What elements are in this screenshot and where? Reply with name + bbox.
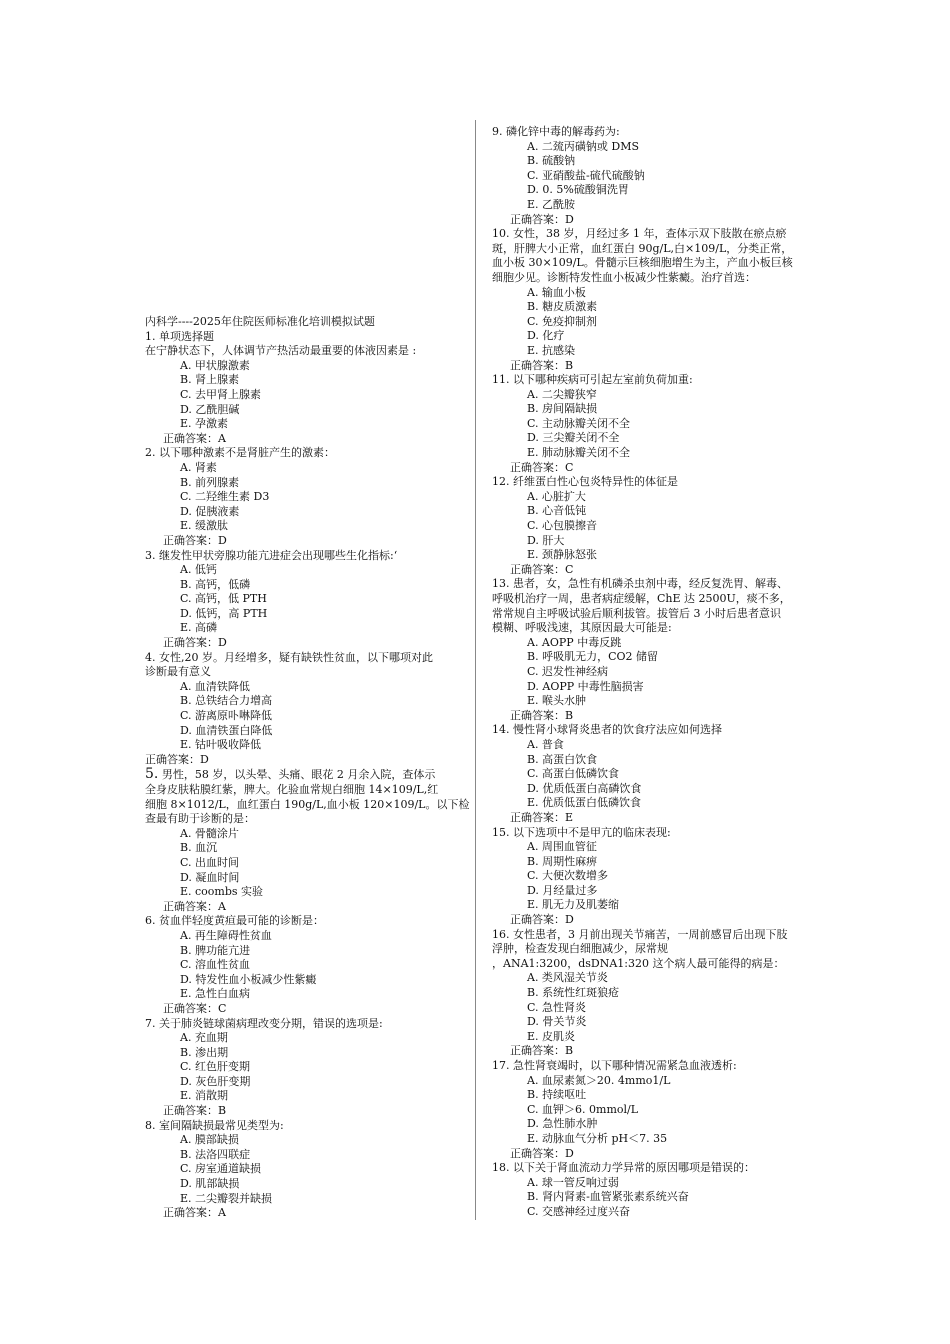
option-item: B. 血沉 bbox=[180, 841, 218, 855]
question-item bbox=[492, 928, 812, 1059]
option-item: C. 高蛋白低磷饮食 bbox=[527, 767, 620, 781]
option-item: B. 法洛四联症 bbox=[180, 1147, 251, 1161]
question-stem bbox=[492, 607, 812, 622]
option-item: B. 高蛋白饮食 bbox=[527, 752, 598, 766]
question-stem bbox=[145, 767, 465, 783]
question-stem bbox=[145, 812, 465, 827]
answer-line: 正确答案：B bbox=[510, 1044, 574, 1058]
option-item: A. 再生障碍性贫血 bbox=[180, 928, 272, 942]
left-column bbox=[145, 315, 470, 1221]
option-item: C. 急性肾炎 bbox=[527, 1000, 587, 1014]
question-number: 5. bbox=[145, 766, 159, 783]
option-item: E. 钴叶吸收降低 bbox=[180, 738, 262, 752]
option-item: D. 肝大 bbox=[527, 533, 565, 547]
answer-line: 正确答案：C bbox=[510, 562, 574, 576]
question-stem bbox=[492, 256, 812, 271]
option-item: B. 持续呕吐 bbox=[527, 1088, 587, 1102]
option-item: C. 亚硝酸盐-硫代硫酸钠 bbox=[527, 168, 645, 182]
option-item: C. 去甲肾上腺素 bbox=[180, 387, 262, 401]
question-item bbox=[145, 344, 465, 446]
column-divider bbox=[475, 120, 476, 1220]
question-item bbox=[492, 1059, 812, 1161]
question-stem-text: 2. 以下哪种激素不是肾脏产生的激素： bbox=[145, 446, 335, 460]
option-item: B. 前列腺素 bbox=[180, 475, 240, 489]
question-stem bbox=[492, 621, 812, 636]
question-item bbox=[492, 125, 812, 227]
option-item: D. 急性肺水肿 bbox=[527, 1117, 598, 1131]
option-item: E. 皮肌炎 bbox=[527, 1029, 576, 1043]
question-stem-text: 细胞少见。诊断特发性血小板减少性紫癜。治疗首选： bbox=[492, 270, 756, 284]
question-stem-text: 呼吸机治疗一周，患者病症缓解，ChE 达 2500U，痰不多， bbox=[492, 592, 791, 605]
question-item bbox=[145, 766, 470, 914]
option-item: C. 出血时间 bbox=[180, 855, 240, 869]
question-stem-text: 12. 纤维蛋白性心包炎特异性的体征是 bbox=[492, 475, 678, 489]
answer-line: 正确答案：A bbox=[163, 899, 226, 913]
question-stem bbox=[145, 797, 470, 813]
question-stem-text: 诊断最有意义 bbox=[145, 665, 211, 679]
option-item: E. 颈静脉怒张 bbox=[527, 548, 598, 562]
option-item: C. 二羟维生素 D3 bbox=[180, 490, 270, 504]
answer-line: 正确答案：C bbox=[510, 460, 574, 474]
question-stem-text: 细胞 8×1012/L，血红蛋白 190g/L,血小板 120×109/L。以下检 bbox=[145, 797, 470, 811]
option-item: B. 房间隔缺损 bbox=[527, 402, 598, 416]
option-item: C. 高钙，低 PTH bbox=[180, 592, 267, 606]
answer-line: 正确答案：D bbox=[510, 212, 574, 226]
option-item: C. 红色肝变期 bbox=[180, 1060, 251, 1074]
question-stem-text: 13. 患者，女，急性有机磷杀虫剂中毒，经反复洗胃、解毒、 bbox=[492, 577, 788, 591]
question-stem-text: 3. 继发性甲状旁腺功能亢进症会出现哪些生化指标:‘ bbox=[145, 548, 398, 562]
question-stem-text: 11. 以下哪种疾病可引起左室前负荷加重: bbox=[492, 373, 693, 387]
question-stem bbox=[492, 592, 812, 607]
question-stem-text: 浮肿，检查发现白细胞减少，尿常规 bbox=[492, 942, 668, 956]
answer-line: 正确答案：B bbox=[510, 358, 574, 372]
option-item: A. 二尖瓣狭窄 bbox=[527, 387, 597, 401]
question-stem bbox=[145, 651, 465, 666]
question-stem bbox=[492, 826, 812, 841]
option-item: D. 灰色肝变期 bbox=[180, 1074, 251, 1088]
question-item bbox=[492, 577, 812, 723]
option-item: C. 主动脉瓣关闭不全 bbox=[527, 416, 631, 430]
answer-line: 正确答案：A bbox=[163, 431, 226, 445]
answer-line: 正确答案：D bbox=[163, 636, 227, 650]
question-stem bbox=[492, 723, 812, 738]
option-item: C. 溶血性贫血 bbox=[180, 958, 251, 972]
option-item: C. 大便次数增多 bbox=[527, 869, 609, 883]
question-stem-text: 6. 贫血伴轻度黄疸最可能的诊断是： bbox=[145, 914, 324, 928]
option-item: E. 高磷 bbox=[180, 621, 218, 635]
answer-line: 正确答案：B bbox=[510, 708, 574, 722]
option-item: A. 血清铁降低 bbox=[180, 679, 250, 693]
option-item: C. 血钾＞6. 0mmol/L bbox=[527, 1102, 639, 1116]
option-item: A. 低钙 bbox=[180, 563, 217, 577]
answer-line: 正确答案：D bbox=[163, 533, 227, 547]
option-item: D. 三尖瓣关闭不全 bbox=[527, 431, 620, 445]
option-item: A. 甲状腺激素 bbox=[180, 358, 250, 372]
left-question-list bbox=[145, 344, 470, 1221]
question-stem bbox=[492, 271, 812, 286]
option-item: A. 周围血管征 bbox=[527, 840, 597, 854]
question-stem bbox=[145, 446, 465, 461]
question-item bbox=[145, 914, 465, 1016]
question-stem bbox=[145, 783, 465, 798]
option-item: E. 二尖瓣裂并缺损 bbox=[180, 1191, 273, 1205]
question-stem bbox=[145, 914, 465, 929]
option-item: A. 充血期 bbox=[180, 1031, 228, 1045]
section-title: 1. 单项选择题 bbox=[145, 329, 214, 343]
question-stem-text: 男性，58 岁，以头晕、头痛、眼花 2 月余入院，查体示 bbox=[158, 768, 436, 782]
option-item: B. 渗出期 bbox=[180, 1045, 229, 1059]
option-item: A. AOPP 中毒反跳 bbox=[527, 635, 622, 649]
option-item: A. 血尿素氮＞20. 4mmo1/L bbox=[527, 1073, 671, 1087]
question-stem bbox=[492, 577, 812, 592]
option-item: E. 肌无力及肌萎缩 bbox=[527, 898, 620, 912]
question-item bbox=[492, 723, 812, 825]
question-item bbox=[492, 475, 812, 577]
question-stem bbox=[492, 928, 812, 943]
option-item: D. 乙酰胆碱 bbox=[180, 402, 240, 416]
question-stem-text: 8. 室间隔缺损最常见类型为: bbox=[145, 1118, 284, 1132]
question-stem-text: 10. 女性，38 岁，月经过多 1 年，查体示双下肢散在瘀点瘀 bbox=[492, 227, 787, 241]
option-item: A. 膜部缺损 bbox=[180, 1133, 239, 1147]
question-stem-text: 9. 磷化锌中毒的解毒药为: bbox=[492, 125, 620, 138]
question-stem bbox=[492, 942, 812, 957]
option-item: E. 肺动脉瓣关闭不全 bbox=[527, 446, 631, 460]
question-stem bbox=[492, 1161, 812, 1176]
option-item: B. 周期性麻痹 bbox=[527, 854, 598, 868]
question-item bbox=[492, 826, 812, 928]
option-item: B. 总铁结合力增高 bbox=[180, 694, 273, 708]
question-stem-text: 15. 以下选项中不是甲亢的临床表现: bbox=[492, 825, 671, 839]
option-item: B. 系统性红斑狼疮 bbox=[527, 986, 620, 1000]
option-item: E. 抗感染 bbox=[527, 343, 576, 357]
question-stem bbox=[492, 227, 812, 242]
option-item: A. 普食 bbox=[527, 737, 564, 751]
question-item bbox=[145, 446, 465, 548]
option-item: E. 乙酰胺 bbox=[527, 197, 576, 211]
right-question-list bbox=[492, 125, 812, 1220]
question-stem-text: 17. 急性肾衰竭时，以下哪种情况需紧急血液透析: bbox=[492, 1059, 737, 1072]
option-item: E. 急性白血病 bbox=[180, 987, 251, 1001]
question-stem-text: 常常规自主呼吸试验后顺利拔管。拔管后 3 小时后患者意识 bbox=[492, 606, 781, 620]
option-item: C. 房室通道缺损 bbox=[180, 1162, 262, 1176]
question-item bbox=[492, 227, 812, 373]
question-stem bbox=[145, 549, 465, 564]
option-item: E. 喉头水肿 bbox=[527, 694, 587, 708]
option-item: E. coombs 实验 bbox=[180, 885, 264, 899]
question-stem-text: 7. 关于肺炎链球菌病理改变分期，错误的选项是: bbox=[145, 1016, 383, 1030]
option-item: C. 迟发性神经病 bbox=[527, 664, 609, 678]
option-item: D. 凝血时间 bbox=[180, 870, 240, 884]
question-item bbox=[492, 373, 812, 475]
option-item: E. 孕激素 bbox=[180, 417, 229, 431]
question-stem bbox=[492, 125, 812, 140]
option-item: A. 骨髓涂片 bbox=[180, 826, 239, 840]
question-stem bbox=[492, 1059, 812, 1074]
option-item: B. 硫酸钠 bbox=[527, 154, 576, 168]
question-stem-text: ，ANA1:3200，dsDNA1:320 这个病人最可能得的病是： bbox=[492, 956, 785, 970]
document-title: 内科学----2025年住院医师标准化培训模拟试题 bbox=[145, 315, 375, 328]
question-stem bbox=[145, 665, 465, 680]
option-item: D. 0. 5%硫酸铜洗胃 bbox=[527, 183, 629, 197]
option-item: C. 游离原卟啉降低 bbox=[180, 709, 273, 723]
option-item: A. 肾素 bbox=[180, 460, 217, 474]
option-item: C. 免疫抑制剂 bbox=[527, 314, 598, 328]
question-item bbox=[145, 549, 465, 651]
question-item bbox=[145, 651, 465, 768]
option-item: D. 促胰液素 bbox=[180, 504, 240, 518]
question-stem-text: 血小板 30×109/L。骨髓示巨核细胞增生为主，产血小板巨核 bbox=[492, 256, 793, 270]
question-stem-text: 18. 以下关于肾血流动力学异常的原因哪项是错误的： bbox=[492, 1161, 755, 1175]
option-item: D. 骨关节炎 bbox=[527, 1015, 587, 1029]
option-item: B. 心音低钝 bbox=[527, 504, 587, 518]
option-item: B. 肾内肾素-血管紧张素系统兴奋 bbox=[527, 1190, 689, 1204]
answer-line: 正确答案：D bbox=[510, 1146, 574, 1160]
question-stem bbox=[492, 373, 812, 388]
option-item: E. 消散期 bbox=[180, 1089, 229, 1103]
question-stem-text: 查最有助于诊断的是： bbox=[145, 812, 255, 826]
option-item: D. 低钙，高 PTH bbox=[180, 606, 268, 620]
question-stem bbox=[145, 1119, 465, 1134]
option-item: B. 糖皮质激素 bbox=[527, 300, 598, 314]
option-item: C. 交感神经过度兴奋 bbox=[527, 1204, 631, 1218]
option-item: D. 血清铁蛋白降低 bbox=[180, 723, 273, 737]
question-item bbox=[492, 1161, 812, 1219]
question-stem bbox=[492, 957, 812, 972]
question-stem-text: 斑，肝脾大小正常，血红蛋白 90g/L,白×109/L，分类正常， bbox=[492, 241, 793, 255]
answer-line: 正确答案：B bbox=[163, 1104, 227, 1118]
option-item: D. 特发性血小板减少性紫癜 bbox=[180, 972, 317, 986]
question-stem-text: 4. 女性,20 岁。月经增多，疑有缺铁性贫血，以下哪项对此 bbox=[145, 650, 433, 664]
option-item: B. 高钙，低磷 bbox=[180, 577, 251, 591]
option-item: B. 脾功能亢进 bbox=[180, 943, 251, 957]
option-item: D. 月经量过多 bbox=[527, 883, 598, 897]
question-item bbox=[145, 1017, 465, 1119]
question-stem bbox=[492, 242, 812, 257]
answer-line: 正确答案：C bbox=[163, 1001, 227, 1015]
question-stem bbox=[145, 1017, 465, 1032]
option-item: D. 化疗 bbox=[527, 329, 565, 343]
option-item: A. 类风湿关节炎 bbox=[527, 971, 608, 985]
option-item: D. 优质低蛋白高磷饮食 bbox=[527, 781, 642, 795]
answer-line: 正确答案：A bbox=[163, 1206, 226, 1220]
option-item: D. 肌部缺损 bbox=[180, 1177, 240, 1191]
option-item: B. 呼吸肌无力，CO2 储留 bbox=[527, 650, 659, 664]
option-item: A. 球一管反响过弱 bbox=[527, 1175, 619, 1189]
question-stem-text: 全身皮肤粘膜红紫，脾大。化验血常规白细胞 14×109/L,红 bbox=[145, 783, 439, 796]
question-item bbox=[145, 1119, 465, 1221]
option-item: A. 二巯丙磺钠或 DMS bbox=[527, 139, 640, 153]
answer-line: 正确答案：E bbox=[510, 810, 574, 824]
question-stem-text: 16. 女性患者，3 月前出现关节痛苦，一周前感冒后出现下肢 bbox=[492, 927, 788, 941]
option-item: B. 肾上腺素 bbox=[180, 373, 240, 387]
question-stem-text: 模糊、呼吸浅速，其原因最大可能是: bbox=[492, 621, 672, 635]
option-item: D. AOPP 中毒性脑损害 bbox=[527, 679, 644, 693]
option-item: E. 优质低蛋白低磷饮食 bbox=[527, 796, 642, 810]
option-item: E. 动脉血气分析 pH＜7. 35 bbox=[527, 1131, 668, 1145]
question-stem bbox=[492, 475, 812, 490]
question-stem bbox=[145, 344, 465, 359]
option-item: C. 心包膜擦音 bbox=[527, 519, 598, 533]
answer-line: 正确答案：D bbox=[145, 752, 209, 766]
option-item: A. 输血小板 bbox=[527, 285, 586, 299]
option-item: A. 心脏扩大 bbox=[527, 489, 586, 503]
answer-line: 正确答案：D bbox=[510, 913, 574, 927]
right-column bbox=[492, 125, 812, 1220]
question-stem-text: 在宁静状态下，人体调节产热活动最重要的体液因素是 : bbox=[145, 344, 417, 358]
question-stem-text: 14. 慢性肾小球肾炎患者的饮食疗法应如何选择 bbox=[492, 723, 722, 737]
option-item: E. 缓激肽 bbox=[180, 519, 229, 533]
